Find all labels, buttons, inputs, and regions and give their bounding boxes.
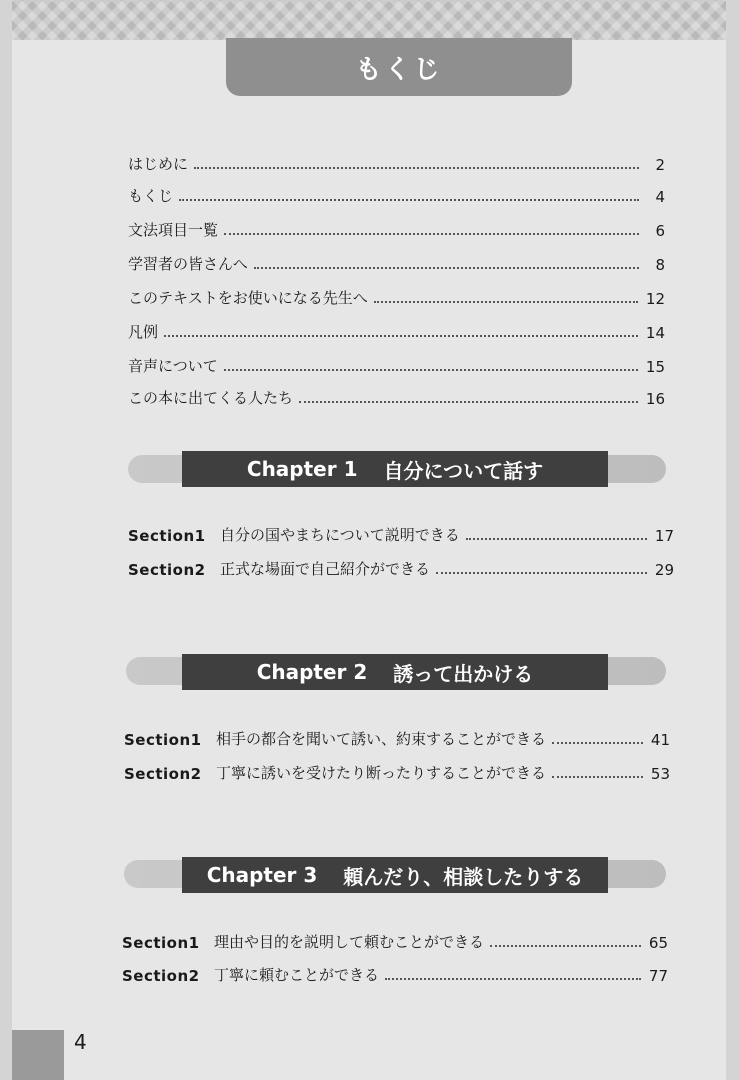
dot-leader <box>179 198 639 201</box>
toc-entry-label: はじめに <box>128 155 189 173</box>
section-entry[interactable] <box>124 727 670 749</box>
dot-leader <box>224 368 638 371</box>
toc-entry-label: もくじ <box>128 187 174 205</box>
section-entry[interactable] <box>128 523 674 545</box>
toc-entry-page: 14 <box>645 324 665 342</box>
toc-entry-label: 音声について <box>128 357 218 375</box>
dot-leader <box>436 571 647 574</box>
section-title: 丁寧に頼むことができる <box>214 966 380 984</box>
toc-entry[interactable] <box>128 154 665 174</box>
dot-leader <box>374 300 638 303</box>
section-entry[interactable] <box>124 761 670 783</box>
toc-entry-page: 6 <box>655 222 665 240</box>
section-title: 正式な場面で自己紹介ができる <box>220 560 431 578</box>
dot-leader <box>194 166 639 169</box>
chapter-number: Chapter 2 <box>256 660 368 684</box>
section-title: 自分の国やまちについて説明できる <box>220 526 460 544</box>
chapter-title: 頼んだり、相談したりする <box>343 864 584 889</box>
dot-leader <box>224 232 639 235</box>
toc-entry-page: 4 <box>655 188 665 206</box>
chapter-1-heading[interactable] <box>182 451 608 487</box>
dot-leader <box>552 741 643 744</box>
dot-leader <box>164 334 638 337</box>
toc-entry-label: この本に出てくる人たち <box>128 389 294 407</box>
chapter-3-heading[interactable] <box>182 857 608 893</box>
toc-entry-page: 2 <box>655 156 665 174</box>
chapter-2-heading[interactable] <box>182 654 608 690</box>
section-label: Section1 <box>124 731 202 749</box>
toc-entry[interactable] <box>128 254 665 274</box>
section-page: 17 <box>654 527 674 545</box>
dot-leader <box>385 977 641 980</box>
section-page: 65 <box>648 934 668 952</box>
section-label: Section1 <box>128 527 206 545</box>
dot-leader <box>466 537 647 540</box>
section-page: 29 <box>654 561 674 579</box>
section-title: 丁寧に誘いを受けたり断ったりすることができる <box>216 764 547 782</box>
decorative-top-band <box>12 0 726 40</box>
section-page: 41 <box>650 731 670 749</box>
toc-entry[interactable] <box>128 288 665 308</box>
page-number-tab <box>12 1030 64 1080</box>
page-title: もくじ <box>226 38 572 96</box>
section-label: Section2 <box>124 765 202 783</box>
section-title: 相手の都合を聞いて誘い、約束することができる <box>216 730 547 748</box>
toc-entry[interactable] <box>128 220 665 240</box>
dot-leader <box>552 775 643 778</box>
dot-leader <box>490 944 641 947</box>
chapter-number: Chapter 1 <box>246 457 358 481</box>
toc-entry-page: 15 <box>645 358 665 376</box>
section-entry[interactable] <box>128 557 674 579</box>
chapter-title: 誘って出かける <box>393 661 534 686</box>
toc-entry-label: 凡例 <box>128 323 159 341</box>
section-page: 53 <box>650 765 670 783</box>
toc-entry-page: 8 <box>655 256 665 274</box>
section-page: 77 <box>648 967 668 985</box>
toc-entry-label: 文法項目一覧 <box>128 221 219 239</box>
toc-entry-page: 12 <box>645 290 665 308</box>
section-entry[interactable] <box>122 963 668 985</box>
dot-leader <box>299 400 638 403</box>
chapter-title: 自分について話す <box>383 458 544 483</box>
toc-entry[interactable] <box>128 388 665 408</box>
section-label: Section2 <box>128 561 206 579</box>
toc-entry-label: このテキストをお使いになる先生へ <box>128 289 368 307</box>
section-title: 理由や目的を説明して頼むことができる <box>214 933 485 951</box>
toc-entry[interactable] <box>128 186 665 206</box>
page-number: 4 <box>74 1030 87 1054</box>
section-entry[interactable] <box>122 930 668 952</box>
chapter-number: Chapter 3 <box>206 863 318 887</box>
toc-entry[interactable] <box>128 356 665 376</box>
toc-entry[interactable] <box>128 322 665 342</box>
dot-leader <box>254 266 639 269</box>
section-label: Section1 <box>122 934 200 952</box>
toc-entry-page: 16 <box>645 390 665 408</box>
toc-entry-label: 学習者の皆さんへ <box>128 255 248 273</box>
section-label: Section2 <box>122 967 200 985</box>
